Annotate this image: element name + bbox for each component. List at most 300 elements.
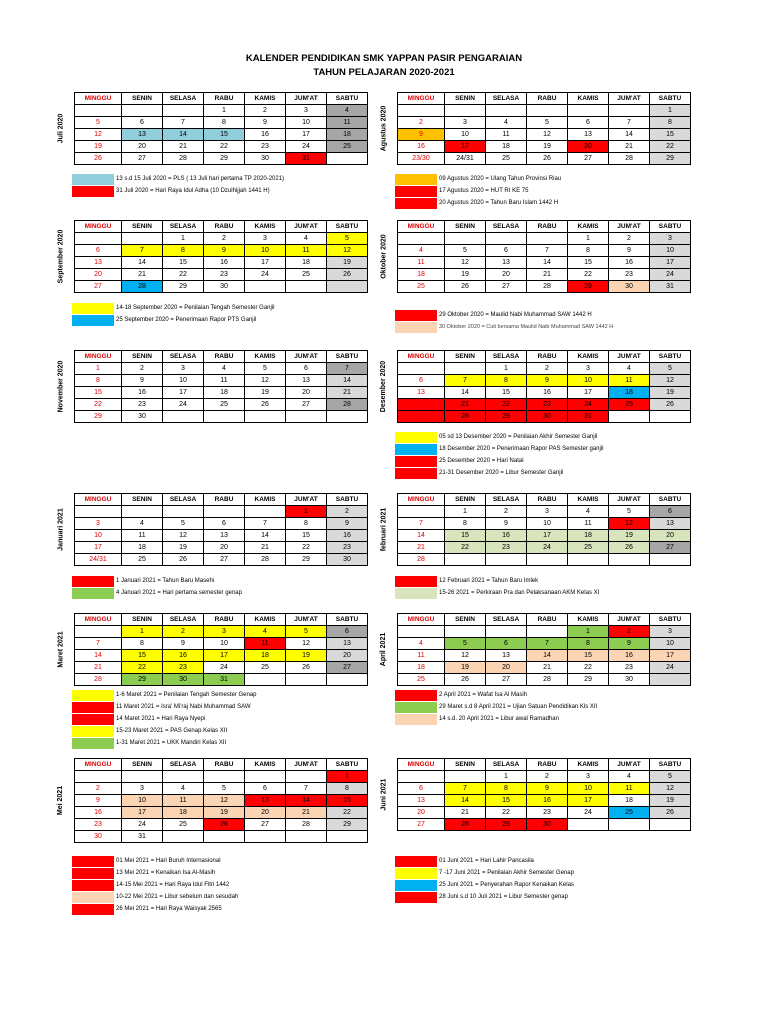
day-cell bbox=[527, 233, 568, 245]
week-row bbox=[398, 674, 691, 686]
month-label-text: Mei 2021 bbox=[57, 785, 65, 815]
weekday-header: RABU bbox=[527, 614, 568, 626]
day-cell: 21 bbox=[609, 141, 650, 153]
day-cell: 7 bbox=[327, 363, 368, 375]
day-cell: 7 bbox=[286, 783, 327, 795]
month-label-text: April 2021 bbox=[380, 632, 388, 666]
weekday-header: SABTU bbox=[327, 351, 368, 363]
week-row bbox=[398, 530, 691, 542]
day-cell: 18 bbox=[245, 650, 286, 662]
weekday-header: JUM'AT bbox=[609, 759, 650, 771]
day-cell: 13 bbox=[486, 257, 527, 269]
day-cell bbox=[527, 105, 568, 117]
day-cell: 31 bbox=[204, 674, 245, 686]
day-cell: 28 bbox=[527, 281, 568, 293]
day-cell bbox=[445, 554, 486, 566]
weekday-header: JUM'AT bbox=[286, 221, 327, 233]
legend-swatch bbox=[395, 576, 437, 587]
week-row bbox=[75, 807, 368, 819]
week-row bbox=[75, 819, 368, 831]
day-cell: 22 bbox=[486, 807, 527, 819]
day-cell: 12 bbox=[609, 518, 650, 530]
legend-text: 25 Desember 2020 = Hari Natal bbox=[439, 458, 524, 464]
legend-swatch bbox=[72, 315, 114, 326]
week-row bbox=[398, 506, 691, 518]
day-cell: 31 bbox=[568, 411, 609, 423]
day-cell: 19 bbox=[650, 387, 691, 399]
day-cell: 22 bbox=[568, 269, 609, 281]
day-cell: 14 bbox=[286, 795, 327, 807]
day-cell: 7 bbox=[75, 638, 122, 650]
day-cell: 9 bbox=[398, 129, 445, 141]
day-cell: 11 bbox=[486, 129, 527, 141]
day-cell: 29 bbox=[163, 281, 204, 293]
day-cell bbox=[286, 411, 327, 423]
month-grid bbox=[397, 92, 691, 165]
day-cell: 11 bbox=[122, 530, 163, 542]
day-cell: 31 bbox=[122, 831, 163, 843]
weekday-header: SELASA bbox=[486, 494, 527, 506]
day-cell: 16 bbox=[527, 795, 568, 807]
day-cell: 26 bbox=[245, 399, 286, 411]
day-cell: 27 bbox=[398, 411, 445, 423]
weekday-header: SELASA bbox=[163, 221, 204, 233]
day-cell: 11 bbox=[163, 795, 204, 807]
day-cell: 14 bbox=[245, 530, 286, 542]
weekday-header: JUM'AT bbox=[286, 351, 327, 363]
day-cell: 23 bbox=[204, 269, 245, 281]
calendar-subtitle: TAHUN PELAJARAN 2020-2021 bbox=[313, 67, 455, 78]
day-cell: 17 bbox=[527, 530, 568, 542]
day-cell: 6 bbox=[650, 506, 691, 518]
day-cell bbox=[568, 819, 609, 831]
day-cell: 26 bbox=[650, 399, 691, 411]
weekday-header: KAMIS bbox=[245, 614, 286, 626]
legend-swatch bbox=[395, 198, 437, 209]
day-cell bbox=[486, 105, 527, 117]
day-cell: 12 bbox=[445, 650, 486, 662]
weekday-header: SABTU bbox=[327, 494, 368, 506]
legend-swatch bbox=[72, 892, 114, 903]
day-cell: 12 bbox=[204, 795, 245, 807]
day-cell: 9 bbox=[122, 375, 163, 387]
day-cell: 16 bbox=[122, 387, 163, 399]
day-cell: 6 bbox=[327, 626, 368, 638]
day-cell: 5 bbox=[75, 117, 122, 129]
day-cell: 28 bbox=[609, 153, 650, 165]
day-cell: 21 bbox=[527, 269, 568, 281]
day-cell bbox=[398, 506, 445, 518]
day-cell: 4 bbox=[609, 363, 650, 375]
legend-text: 1-31 Maret 2021 = UKK Mandiri Kelas XII bbox=[116, 740, 227, 746]
legend-text: 25 Juni 2021 = Penyerahan Rapor Kenaikan Kelas bbox=[439, 882, 574, 888]
day-cell: 15 bbox=[650, 129, 691, 141]
weekday-header-row bbox=[398, 351, 691, 363]
weekday-header: SABTU bbox=[327, 759, 368, 771]
week-row bbox=[398, 518, 691, 530]
week-row bbox=[75, 117, 368, 129]
week-row bbox=[75, 141, 368, 153]
legend-swatch bbox=[72, 880, 114, 891]
legend-swatch bbox=[72, 690, 114, 701]
day-cell: 21 bbox=[163, 141, 204, 153]
week-row bbox=[398, 233, 691, 245]
day-cell: 30 bbox=[527, 411, 568, 423]
week-row bbox=[75, 411, 368, 423]
month-label bbox=[371, 493, 397, 565]
day-cell: 6 bbox=[245, 783, 286, 795]
weekday-header: RABU bbox=[204, 614, 245, 626]
day-cell: 12 bbox=[327, 245, 368, 257]
day-cell: 1 bbox=[486, 771, 527, 783]
day-cell bbox=[245, 831, 286, 843]
day-cell bbox=[650, 674, 691, 686]
week-row bbox=[398, 411, 691, 423]
day-cell: 14 bbox=[327, 375, 368, 387]
day-cell bbox=[398, 363, 445, 375]
day-cell: 22 bbox=[122, 662, 163, 674]
weekday-header: SELASA bbox=[486, 759, 527, 771]
day-cell: 3 bbox=[204, 626, 245, 638]
day-cell bbox=[286, 831, 327, 843]
calendar-title: KALENDER PENDIDIKAN SMK YAPPAN PASIR PENGARAIAN bbox=[245, 53, 523, 64]
day-cell: 12 bbox=[163, 530, 204, 542]
weekday-header: KAMIS bbox=[568, 351, 609, 363]
weekday-header: KAMIS bbox=[568, 759, 609, 771]
weekday-header: SENIN bbox=[122, 93, 163, 105]
legend-text: 10-22 Mei 2021 = Libur sebelum dan sesudah bbox=[116, 894, 239, 900]
day-cell: 13 bbox=[122, 129, 163, 141]
day-cell: 28 bbox=[445, 819, 486, 831]
day-cell: 23 bbox=[327, 542, 368, 554]
day-cell: 24 bbox=[527, 542, 568, 554]
day-cell: 8 bbox=[486, 783, 527, 795]
day-cell: 5 bbox=[163, 518, 204, 530]
day-cell: 7 bbox=[122, 245, 163, 257]
legend-swatch bbox=[395, 468, 437, 479]
weekday-header: MINGGU bbox=[75, 351, 122, 363]
day-cell: 6 bbox=[568, 117, 609, 129]
legend-swatch bbox=[72, 714, 114, 725]
day-cell: 29 bbox=[75, 411, 122, 423]
day-cell: 20 bbox=[486, 269, 527, 281]
legend-swatch bbox=[395, 174, 437, 185]
day-cell: 19 bbox=[286, 650, 327, 662]
day-cell: 28 bbox=[527, 674, 568, 686]
week-row bbox=[75, 153, 368, 165]
weekday-header: RABU bbox=[527, 221, 568, 233]
day-cell: 3 bbox=[650, 233, 691, 245]
weekday-header-row bbox=[75, 221, 368, 233]
month-grid bbox=[74, 92, 368, 165]
day-cell: 2 bbox=[609, 626, 650, 638]
legend-text: 25 September 2020 = Penerimaan Rapor PTS Ganjil bbox=[116, 317, 257, 323]
day-cell bbox=[286, 771, 327, 783]
legend-swatch bbox=[395, 690, 437, 701]
weekday-header: RABU bbox=[204, 494, 245, 506]
day-cell bbox=[445, 105, 486, 117]
day-cell bbox=[398, 233, 445, 245]
day-cell: 16 bbox=[204, 257, 245, 269]
day-cell: 17 bbox=[204, 650, 245, 662]
day-cell: 1 bbox=[445, 506, 486, 518]
month-grid bbox=[397, 220, 691, 293]
day-cell: 13 bbox=[327, 638, 368, 650]
legend-text: 29 Oktober 2020 = Maulid Nabi Muhammad SAW 1442 H bbox=[439, 312, 592, 318]
legend-text: 14-18 September 2020 = Penilaian Tengah Semester Ganjil bbox=[116, 305, 275, 311]
weekday-header: JUM'AT bbox=[286, 93, 327, 105]
day-cell: 26 bbox=[327, 269, 368, 281]
legend-text: 11 Maret 2021 = Isra' Mi'raj Nabi Muhammad SAW bbox=[116, 704, 251, 710]
day-cell: 25 bbox=[245, 662, 286, 674]
month-label bbox=[48, 350, 74, 422]
legend-text: 29 Maret s.d 8 April 2021 = Ujian Satuan Pendidikan Kls XII bbox=[439, 704, 598, 710]
month-grid bbox=[74, 350, 368, 423]
day-cell: 10 bbox=[204, 638, 245, 650]
day-cell: 13 bbox=[286, 375, 327, 387]
week-row bbox=[398, 399, 691, 411]
weekday-header: SELASA bbox=[486, 93, 527, 105]
month-label bbox=[371, 758, 397, 830]
day-cell: 11 bbox=[398, 257, 445, 269]
day-cell: 23 bbox=[609, 662, 650, 674]
legend-text: 15-23 Maret 2021 = PAS Genap Kelas XII bbox=[116, 728, 228, 734]
day-cell: 17 bbox=[286, 129, 327, 141]
day-cell bbox=[75, 626, 122, 638]
day-cell: 10 bbox=[75, 530, 122, 542]
day-cell: 3 bbox=[568, 363, 609, 375]
day-cell: 5 bbox=[445, 245, 486, 257]
day-cell: 19 bbox=[245, 387, 286, 399]
day-cell: 18 bbox=[122, 542, 163, 554]
legend-text: 13 Mei 2021 = Kenaikan Isa Al-Masih bbox=[116, 870, 216, 876]
day-cell: 12 bbox=[527, 129, 568, 141]
day-cell: 8 bbox=[286, 518, 327, 530]
day-cell: 19 bbox=[204, 807, 245, 819]
weekday-header: KAMIS bbox=[245, 494, 286, 506]
month-label-text: Agustus 2020 bbox=[380, 105, 388, 151]
legend-text: 09 Agustus 2020 = Ulang Tahun Provinsi Riau bbox=[439, 176, 562, 182]
day-cell: 19 bbox=[609, 530, 650, 542]
day-cell: 9 bbox=[163, 638, 204, 650]
day-cell bbox=[122, 506, 163, 518]
day-cell: 27 bbox=[327, 662, 368, 674]
legend-text: 4 Januari 2021 = Hari pertama semester genap bbox=[116, 590, 242, 596]
day-cell: 9 bbox=[75, 795, 122, 807]
day-cell: 30 bbox=[75, 831, 122, 843]
day-cell: 20 bbox=[327, 650, 368, 662]
day-cell bbox=[609, 105, 650, 117]
day-cell: 11 bbox=[398, 650, 445, 662]
day-cell bbox=[398, 105, 445, 117]
weekday-header: JUM'AT bbox=[286, 759, 327, 771]
week-row bbox=[75, 269, 368, 281]
day-cell: 1 bbox=[286, 506, 327, 518]
day-cell: 26 bbox=[204, 819, 245, 831]
day-cell: 30 bbox=[163, 674, 204, 686]
day-cell: 28 bbox=[286, 819, 327, 831]
day-cell bbox=[75, 771, 122, 783]
weekday-header: RABU bbox=[204, 93, 245, 105]
day-cell bbox=[327, 153, 368, 165]
weekday-header: RABU bbox=[204, 221, 245, 233]
day-cell: 30 bbox=[609, 674, 650, 686]
day-cell: 17 bbox=[122, 807, 163, 819]
day-cell: 5 bbox=[650, 771, 691, 783]
weekday-header: RABU bbox=[204, 351, 245, 363]
weekday-header: SELASA bbox=[486, 221, 527, 233]
legend-text: 1-6 Maret 2021 = Penilaian Tengah Semester Genap bbox=[116, 692, 257, 698]
day-cell: 18 bbox=[609, 387, 650, 399]
week-row bbox=[398, 819, 691, 831]
week-row bbox=[75, 245, 368, 257]
legend-text: 12 Februari 2021 = Tahun Baru Imlek bbox=[439, 578, 539, 584]
legend-text: 30 Oktober 2020 = Cuti bersama Maulid Nabi Muhammad SAW 1442 H bbox=[439, 324, 614, 330]
day-cell: 2 bbox=[327, 506, 368, 518]
month-label-text: Juni 2021 bbox=[380, 778, 388, 810]
day-cell: 14 bbox=[609, 129, 650, 141]
day-cell: 23 bbox=[486, 542, 527, 554]
day-cell: 22 bbox=[286, 542, 327, 554]
day-cell: 3 bbox=[245, 233, 286, 245]
day-cell: 23 bbox=[609, 269, 650, 281]
day-cell: 23 bbox=[245, 141, 286, 153]
day-cell: 11 bbox=[568, 518, 609, 530]
day-cell bbox=[245, 506, 286, 518]
day-cell: 30 bbox=[122, 411, 163, 423]
day-cell: 14 bbox=[527, 257, 568, 269]
week-row bbox=[398, 257, 691, 269]
day-cell: 3 bbox=[286, 105, 327, 117]
day-cell: 8 bbox=[75, 375, 122, 387]
day-cell: 1 bbox=[650, 105, 691, 117]
day-cell: 18 bbox=[398, 269, 445, 281]
day-cell: 10 bbox=[122, 795, 163, 807]
day-cell: 9 bbox=[527, 375, 568, 387]
week-row bbox=[75, 281, 368, 293]
day-cell: 23 bbox=[75, 819, 122, 831]
day-cell: 14 bbox=[527, 650, 568, 662]
day-cell: 2 bbox=[245, 105, 286, 117]
weekday-header: MINGGU bbox=[398, 93, 445, 105]
day-cell bbox=[609, 819, 650, 831]
weekday-header: KAMIS bbox=[245, 221, 286, 233]
day-cell: 15 bbox=[486, 795, 527, 807]
weekday-header: SENIN bbox=[445, 494, 486, 506]
weekday-header: SABTU bbox=[650, 351, 691, 363]
month-label bbox=[48, 493, 74, 565]
legend-swatch bbox=[72, 868, 114, 879]
week-row bbox=[398, 807, 691, 819]
weekday-header: SENIN bbox=[122, 221, 163, 233]
day-cell: 13 bbox=[398, 387, 445, 399]
day-cell: 27 bbox=[286, 399, 327, 411]
day-cell: 16 bbox=[486, 530, 527, 542]
day-cell: 15 bbox=[327, 795, 368, 807]
day-cell: 16 bbox=[163, 650, 204, 662]
weekday-header: RABU bbox=[527, 93, 568, 105]
legend-text: 21-31 Desember 2020 = Libur Semester Ganjil bbox=[439, 470, 564, 476]
weekday-header-row bbox=[75, 351, 368, 363]
day-cell: 6 bbox=[486, 638, 527, 650]
day-cell: 18 bbox=[609, 795, 650, 807]
day-cell: 10 bbox=[445, 129, 486, 141]
day-cell: 25 bbox=[398, 281, 445, 293]
month-grid bbox=[74, 493, 368, 566]
weekday-header: SELASA bbox=[163, 759, 204, 771]
day-cell: 17 bbox=[650, 257, 691, 269]
weekday-header: KAMIS bbox=[568, 614, 609, 626]
day-cell: 22 bbox=[327, 807, 368, 819]
day-cell: 8 bbox=[204, 117, 245, 129]
day-cell: 11 bbox=[609, 783, 650, 795]
day-cell: 15 bbox=[75, 387, 122, 399]
month-grid bbox=[397, 613, 691, 686]
week-row bbox=[398, 269, 691, 281]
day-cell: 28 bbox=[327, 399, 368, 411]
day-cell: 19 bbox=[75, 141, 122, 153]
day-cell: 27 bbox=[75, 281, 122, 293]
legend-swatch bbox=[395, 186, 437, 197]
weekday-header: SENIN bbox=[445, 759, 486, 771]
month-label-text: Maret 2021 bbox=[57, 630, 65, 668]
day-cell: 27 bbox=[245, 819, 286, 831]
day-cell: 18 bbox=[327, 129, 368, 141]
week-row bbox=[398, 129, 691, 141]
week-row bbox=[398, 141, 691, 153]
weekday-header: MINGGU bbox=[398, 494, 445, 506]
day-cell: 28 bbox=[445, 411, 486, 423]
day-cell: 22 bbox=[486, 399, 527, 411]
day-cell: 17 bbox=[568, 795, 609, 807]
day-cell: 4 bbox=[286, 233, 327, 245]
day-cell: 29 bbox=[486, 819, 527, 831]
day-cell: 5 bbox=[527, 117, 568, 129]
day-cell: 20 bbox=[204, 542, 245, 554]
day-cell bbox=[245, 281, 286, 293]
day-cell: 21 bbox=[245, 542, 286, 554]
day-cell: 27 bbox=[398, 819, 445, 831]
day-cell: 24 bbox=[163, 399, 204, 411]
day-cell: 23 bbox=[122, 399, 163, 411]
weekday-header: JUM'AT bbox=[286, 494, 327, 506]
weekday-header: KAMIS bbox=[245, 93, 286, 105]
month-label bbox=[371, 350, 397, 422]
weekday-header: SENIN bbox=[445, 614, 486, 626]
weekday-header: JUM'AT bbox=[609, 93, 650, 105]
day-cell: 21 bbox=[527, 662, 568, 674]
day-cell: 13 bbox=[568, 129, 609, 141]
legend-swatch bbox=[395, 310, 437, 321]
day-cell: 18 bbox=[163, 807, 204, 819]
month-label-text: februari 2021 bbox=[380, 507, 388, 551]
month-label-text: November 2020 bbox=[57, 360, 65, 412]
day-cell: 9 bbox=[245, 117, 286, 129]
week-row bbox=[398, 375, 691, 387]
week-row bbox=[398, 153, 691, 165]
day-cell: 2 bbox=[398, 117, 445, 129]
day-cell: 22 bbox=[568, 662, 609, 674]
day-cell bbox=[445, 626, 486, 638]
day-cell: 29 bbox=[122, 674, 163, 686]
weekday-header-row bbox=[398, 93, 691, 105]
month-label bbox=[48, 220, 74, 292]
day-cell: 3 bbox=[527, 506, 568, 518]
day-cell: 12 bbox=[286, 638, 327, 650]
legend-swatch bbox=[395, 880, 437, 891]
weekday-header: KAMIS bbox=[568, 93, 609, 105]
week-row bbox=[75, 771, 368, 783]
